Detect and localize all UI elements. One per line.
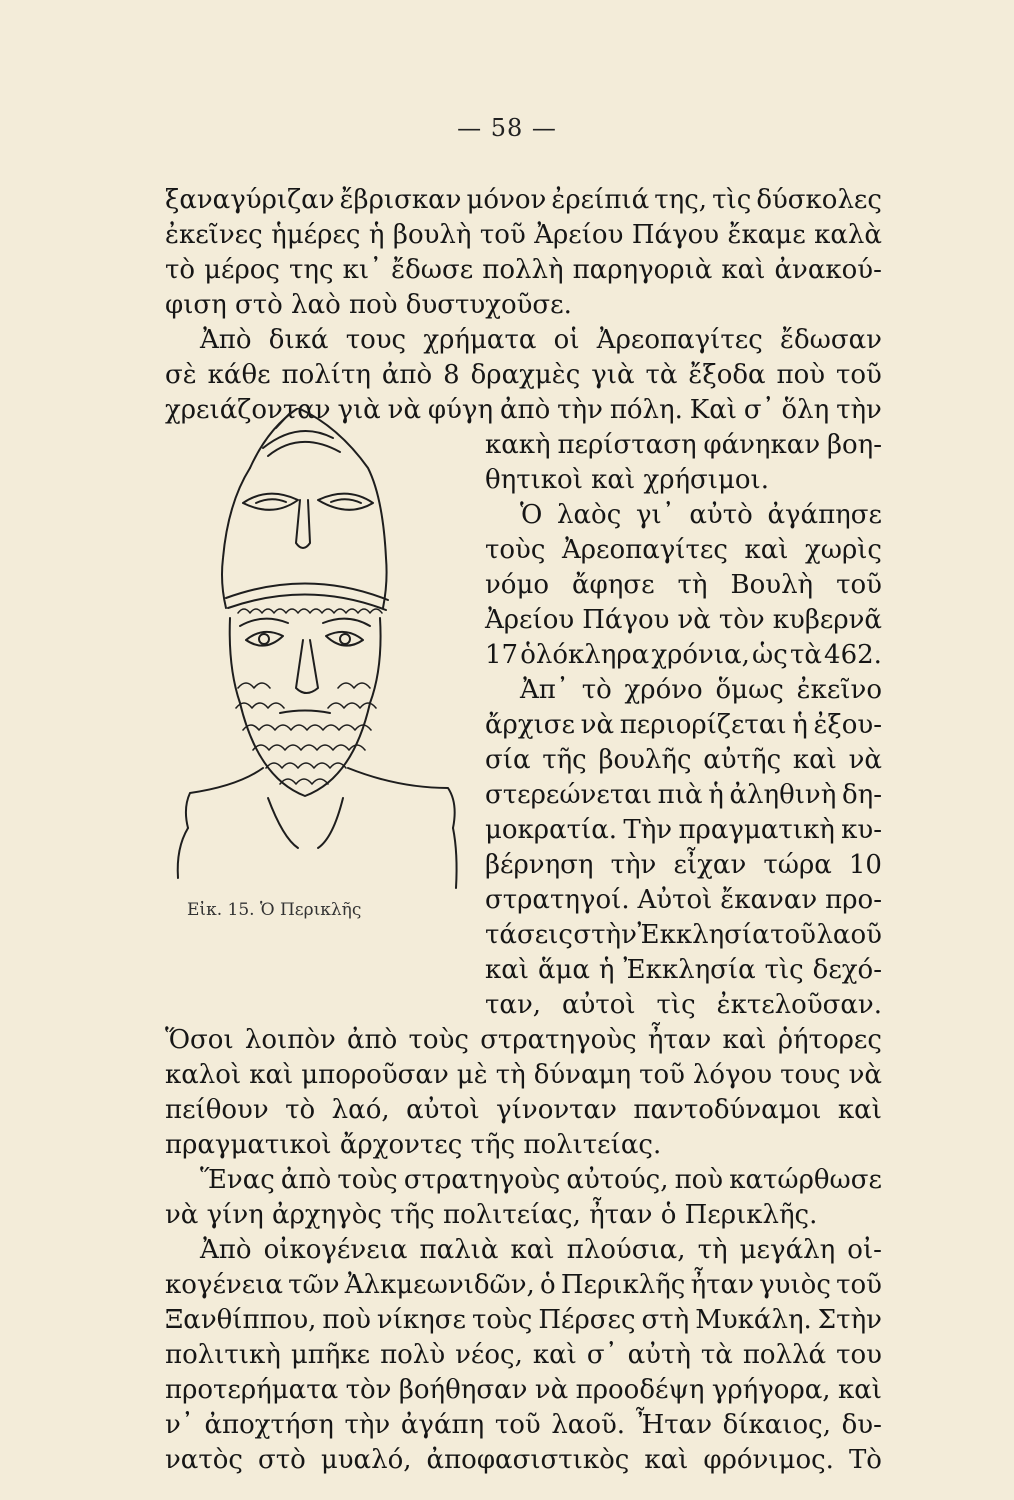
word: πολλά <box>742 1340 827 1370</box>
word: στρατηγοί. <box>485 885 630 915</box>
text-line <box>485 742 882 778</box>
word: ὅμως <box>715 675 784 705</box>
word: δύσκολες <box>756 185 882 215</box>
word: ταν, <box>485 990 542 1020</box>
word: μεγάλη <box>739 1235 836 1265</box>
word: τοῦ <box>836 360 882 390</box>
word: Ἀπὸ <box>200 1235 252 1265</box>
text-line: πραγματικοὶ ἄρχοντες τῆς πολιτείας. <box>165 1130 662 1160</box>
word: ἡ <box>792 710 808 740</box>
word: καὶ <box>721 255 766 285</box>
word: τῆς <box>542 745 587 775</box>
word: νὰ <box>534 1375 569 1405</box>
word: 17 <box>485 640 519 670</box>
word: ἐρείπιά <box>551 185 650 215</box>
word: ποὺ <box>322 1305 371 1335</box>
word: μυαλό, <box>320 1445 412 1475</box>
word: καὶ <box>837 1375 882 1405</box>
word: βέρνηση <box>485 850 594 880</box>
text-line <box>165 1372 882 1408</box>
word: τοὺς <box>471 1305 533 1335</box>
word: της <box>289 255 334 285</box>
word: παρηγοριὰ <box>572 255 713 285</box>
word: τὴν <box>557 395 603 425</box>
text-line <box>165 1267 882 1303</box>
word: πλούσια, <box>566 1235 686 1265</box>
word: δικά <box>268 325 329 355</box>
word: ἔκαμε <box>727 220 806 250</box>
word: Βουλὴ <box>730 570 814 600</box>
word: Ὁ <box>520 500 543 530</box>
word: στρατηγοὺς <box>403 1165 561 1195</box>
word: δεχό- <box>812 955 882 985</box>
text-line <box>485 882 882 918</box>
word: βουλῆς <box>598 745 692 775</box>
text-line <box>485 987 882 1023</box>
word: πιὰ <box>657 780 703 810</box>
word: τὴ <box>677 570 708 600</box>
word: οἰ- <box>847 1235 882 1265</box>
word: νὰ <box>677 605 711 635</box>
text-line <box>485 602 882 638</box>
word: κογένεια <box>165 1270 283 1300</box>
word: ὁλόκληρα <box>520 640 650 670</box>
word: προοδέψη <box>575 1375 705 1405</box>
word: τὸ <box>581 675 612 705</box>
word: τους <box>345 325 407 355</box>
word: αὐτοὶ <box>561 990 636 1020</box>
word: Ἀρείου <box>485 605 575 635</box>
word: τὴ <box>697 1235 728 1265</box>
word: Ἐκκλησία <box>623 955 756 985</box>
word: στερεώνεται <box>485 780 652 810</box>
word: ῥήτορες <box>777 1025 882 1055</box>
text-line <box>165 182 882 218</box>
word: Καὶ <box>689 395 737 425</box>
word: ἔδωσαν <box>780 325 882 355</box>
word: ποὺ <box>674 1165 724 1195</box>
word: χωρὶς <box>805 535 882 565</box>
text-line <box>165 1022 882 1058</box>
word: οἱ <box>553 325 580 355</box>
word: Πάγου <box>631 220 720 250</box>
word: δίκαιος, <box>722 1410 831 1440</box>
word: στὸ <box>258 1445 306 1475</box>
word: λαὸς <box>557 500 622 530</box>
word: Αὐτοὶ <box>637 885 713 915</box>
word: τοῦ <box>479 220 526 250</box>
word: καὶ <box>792 745 837 775</box>
word: τὸν <box>718 605 765 635</box>
word: πόλη. <box>609 395 683 425</box>
word: οἰκογένεια <box>263 1235 408 1265</box>
word: νέος, <box>455 1340 523 1370</box>
word: Τὴν <box>623 815 673 845</box>
word: προτερήματα <box>165 1375 339 1405</box>
word: τοῦ <box>836 1270 882 1300</box>
word: μπῆκε <box>290 1340 371 1370</box>
word: προ- <box>825 885 882 915</box>
text-line <box>165 1442 882 1478</box>
word: γίνονταν <box>496 1095 617 1125</box>
word: γυιὸς <box>759 1270 831 1300</box>
word: καὶ <box>485 955 530 985</box>
word: ἀπὸ <box>499 395 551 425</box>
word: καὶ <box>744 535 789 565</box>
word: πραγματικὴ <box>678 815 835 845</box>
word: παντοδύναμοι <box>633 1095 822 1125</box>
word: ἀληθινὴ <box>729 780 837 810</box>
word: κάθε <box>207 360 271 390</box>
word: αὐτὴ <box>627 1340 691 1370</box>
word: ἔκαναν <box>720 885 818 915</box>
word: νόμο <box>485 570 550 600</box>
word: τὸν <box>345 1375 392 1405</box>
word: ἦταν <box>647 1025 712 1055</box>
word: Ἀλκμεωνιδῶν, <box>344 1270 535 1300</box>
word: τους <box>780 1060 841 1090</box>
text-line <box>485 952 882 988</box>
word: Ἐκκλησία <box>637 920 770 950</box>
text-line <box>200 1232 882 1268</box>
text-line <box>200 322 882 358</box>
text-line <box>200 1162 882 1198</box>
word: ἀγάπη <box>400 1410 485 1440</box>
word: νὰ <box>848 1060 882 1090</box>
word: αὐτῆς <box>703 745 782 775</box>
word: Ἀρείου <box>534 220 624 250</box>
word: ἔβρισκαν <box>339 185 462 215</box>
word: κυβερνᾶ <box>772 605 882 635</box>
word: ἡ <box>368 220 385 250</box>
word: της, <box>654 185 708 215</box>
word: μέρος <box>204 255 280 285</box>
word: τάσεις <box>485 920 573 950</box>
word: λαοῦ. <box>551 1410 626 1440</box>
word: κατώρθωσε <box>729 1165 882 1195</box>
text-line: φιση στὸ λαὸ ποὺ δυστυχοῦσε. <box>165 290 572 320</box>
word: χρόνο <box>624 675 703 705</box>
word: αὐτούς, <box>566 1165 669 1195</box>
word: περιορίζεται <box>619 710 787 740</box>
word: ἦταν <box>690 1270 754 1300</box>
word: τώρα <box>763 850 832 880</box>
word: τὴν <box>836 395 882 425</box>
word: κι᾽ <box>342 255 383 285</box>
word: σ᾽ <box>743 395 775 425</box>
word: ἔδωσε <box>391 255 474 285</box>
word: ἄφησε <box>572 570 655 600</box>
word: ἀνακού- <box>774 255 882 285</box>
text-line: νὰ γίνη ἀρχηγὸς τῆς πολιτείας, ἦταν ὁ Περικλῆς. <box>165 1200 818 1230</box>
word: βοη- <box>826 430 882 460</box>
word: ἐκεῖνο <box>796 675 882 705</box>
word: καὶ <box>510 1235 555 1265</box>
word: λαοῦ <box>816 920 882 950</box>
word: καλοὶ <box>165 1060 242 1090</box>
word: μὲ <box>456 1060 488 1090</box>
word: ἔξοδα <box>688 360 766 390</box>
word: καὶ <box>532 1340 577 1370</box>
text-line <box>165 1057 882 1093</box>
word: λοιπὸν <box>244 1025 336 1055</box>
text-line <box>485 917 882 953</box>
word: ὅλη <box>781 395 830 425</box>
word: 462. <box>824 640 882 670</box>
word: τὸ <box>165 255 196 285</box>
word: ὡς <box>752 640 788 670</box>
word: τοῦ <box>639 1060 685 1090</box>
word: Ἀρεοπαγίτες <box>596 325 763 355</box>
text-line <box>520 672 882 708</box>
word: περίσταση <box>557 430 697 460</box>
word: ἡμέρες <box>271 220 361 250</box>
word: κυ- <box>841 815 882 845</box>
word: στρατηγοὺς <box>480 1025 637 1055</box>
word: τῶν <box>288 1270 340 1300</box>
word: χρήματα <box>423 325 537 355</box>
word: τὸ <box>285 1095 316 1125</box>
word: φάνηκαν <box>703 430 821 460</box>
text-line <box>165 1407 882 1443</box>
word: μοκρατία. <box>485 815 618 845</box>
word: Πάγου <box>582 605 670 635</box>
text-line <box>165 1302 882 1338</box>
word: πολίτη <box>281 360 371 390</box>
figure-caption: Εἰκ. 15. Ὁ Περικλῆς <box>187 900 362 920</box>
word: ἐκεῖνες <box>165 220 263 250</box>
word: τὶς <box>656 990 696 1020</box>
word: 10 <box>848 850 882 880</box>
word: νὰ <box>580 710 615 740</box>
word: γρήγορα, <box>711 1375 831 1405</box>
text-line <box>165 357 882 393</box>
word: κακὴ <box>485 430 551 460</box>
word: καὶ <box>644 1445 689 1475</box>
word: καὶ <box>722 1025 767 1055</box>
word: ἀπὸ <box>381 360 433 390</box>
word: σ᾽ <box>586 1340 618 1370</box>
word: τὰ <box>645 360 678 390</box>
word: νὰ <box>387 395 422 425</box>
word: αὐτοὶ <box>406 1095 480 1125</box>
word: τοῦ <box>836 570 882 600</box>
word: ν᾽ <box>165 1410 194 1440</box>
word: Ἦταν <box>635 1410 713 1440</box>
text-line <box>520 497 882 533</box>
word: στὴ <box>641 1305 690 1335</box>
word: ἀποφασιστικὸς <box>426 1445 630 1475</box>
word: Ἕνας <box>200 1165 275 1195</box>
word: τὰ <box>700 1340 733 1370</box>
word: Ξανθίππου, <box>165 1305 317 1335</box>
word: νίκησε <box>376 1305 466 1335</box>
word: 8 <box>443 360 460 390</box>
word: ἐκτελοῦσαν. <box>716 990 882 1020</box>
word: χρόνια, <box>651 640 750 670</box>
text-line <box>485 567 882 603</box>
word: βοήθησαν <box>398 1375 528 1405</box>
word: νὰ <box>848 745 882 775</box>
text-line <box>485 707 882 743</box>
word: μόνον <box>466 185 547 215</box>
word: χρειάζονταν <box>165 395 331 425</box>
word: τοῦ <box>770 920 816 950</box>
word: ποὺ <box>776 360 826 390</box>
word: γι᾽ <box>635 500 675 530</box>
word: τὴν <box>344 1410 391 1440</box>
word: ἅμα <box>537 955 590 985</box>
word: τοῦ <box>494 1410 541 1440</box>
word: νατὸς <box>165 1445 243 1475</box>
text-line <box>485 427 882 463</box>
word: τὶς <box>764 955 804 985</box>
word: Ἀρεοπαγίτες <box>561 535 728 565</box>
text-line <box>165 252 882 288</box>
word: τὴν <box>610 850 657 880</box>
word: τὶς <box>712 185 752 215</box>
word: τὴ <box>495 1060 526 1090</box>
word: δραχμὲς <box>470 360 581 390</box>
text-line <box>165 1337 882 1373</box>
word: ἀποχτήση <box>204 1410 334 1440</box>
word: τὰ <box>789 640 822 670</box>
word: παλιὰ <box>419 1235 499 1265</box>
word: ἐξου- <box>813 710 882 740</box>
word: ἡ <box>598 955 615 985</box>
word: καλὰ <box>814 220 882 250</box>
word: Ἀπ᾽ <box>520 675 569 705</box>
word: πολιτικὴ <box>165 1340 281 1370</box>
text-line <box>485 812 882 848</box>
word: Ὅσοι <box>165 1025 234 1055</box>
word: λόγου <box>692 1060 773 1090</box>
word: πολλὴ <box>482 255 564 285</box>
word: αὐτὸ <box>689 500 753 530</box>
word: δύναμη <box>533 1060 632 1090</box>
word: καὶ <box>249 1060 294 1090</box>
word: Μυκάλη. <box>695 1305 812 1335</box>
word: μποροῦσαν <box>301 1060 449 1090</box>
pericles-portrait-figure <box>168 408 468 908</box>
text-line: θητικοὶ καὶ χρήσιμοι. <box>485 465 770 495</box>
word: σία <box>485 745 531 775</box>
word: ἡ <box>708 780 724 810</box>
word: λαό, <box>331 1095 390 1125</box>
word: γιὰ <box>337 395 381 425</box>
word: τοὺς <box>337 1165 398 1195</box>
word: ἀγάπησε <box>767 500 882 530</box>
word: του <box>836 1340 882 1370</box>
word: γιὰ <box>591 360 635 390</box>
word: Ἀπὸ <box>200 325 252 355</box>
pericles-bust-drawing <box>168 408 468 908</box>
word: τοὺς <box>485 535 546 565</box>
text-line <box>485 532 882 568</box>
text-line <box>485 777 882 813</box>
word: πείθουν <box>165 1095 269 1125</box>
word: δυ- <box>841 1410 882 1440</box>
word: σὲ <box>165 360 197 390</box>
word: δη- <box>841 780 882 810</box>
word: ἀπὸ <box>280 1165 332 1195</box>
text-line <box>485 637 882 673</box>
page-number: — 58 — <box>457 114 557 142</box>
word: στὴν <box>573 920 637 950</box>
word: ὁ <box>540 1270 556 1300</box>
word: εἶχαν <box>673 850 747 880</box>
word: ἄρχισε <box>485 710 576 740</box>
word: Τὸ <box>848 1445 882 1475</box>
word: βουλὴ <box>392 220 472 250</box>
word: ξαναγύριζαν <box>165 185 335 215</box>
word: φρόνιμος. <box>703 1445 834 1475</box>
text-line <box>485 847 882 883</box>
word: Πέρσες <box>538 1305 636 1335</box>
word: Περικλῆς <box>560 1270 686 1300</box>
text-line <box>165 217 882 253</box>
word: φύγη <box>427 395 494 425</box>
word: πολὺ <box>380 1340 446 1370</box>
word: Στὴν <box>817 1305 882 1335</box>
word: καὶ <box>837 1095 882 1125</box>
word: ἀπὸ <box>347 1025 398 1055</box>
word: τοὺς <box>408 1025 469 1055</box>
text-line <box>165 1092 882 1128</box>
